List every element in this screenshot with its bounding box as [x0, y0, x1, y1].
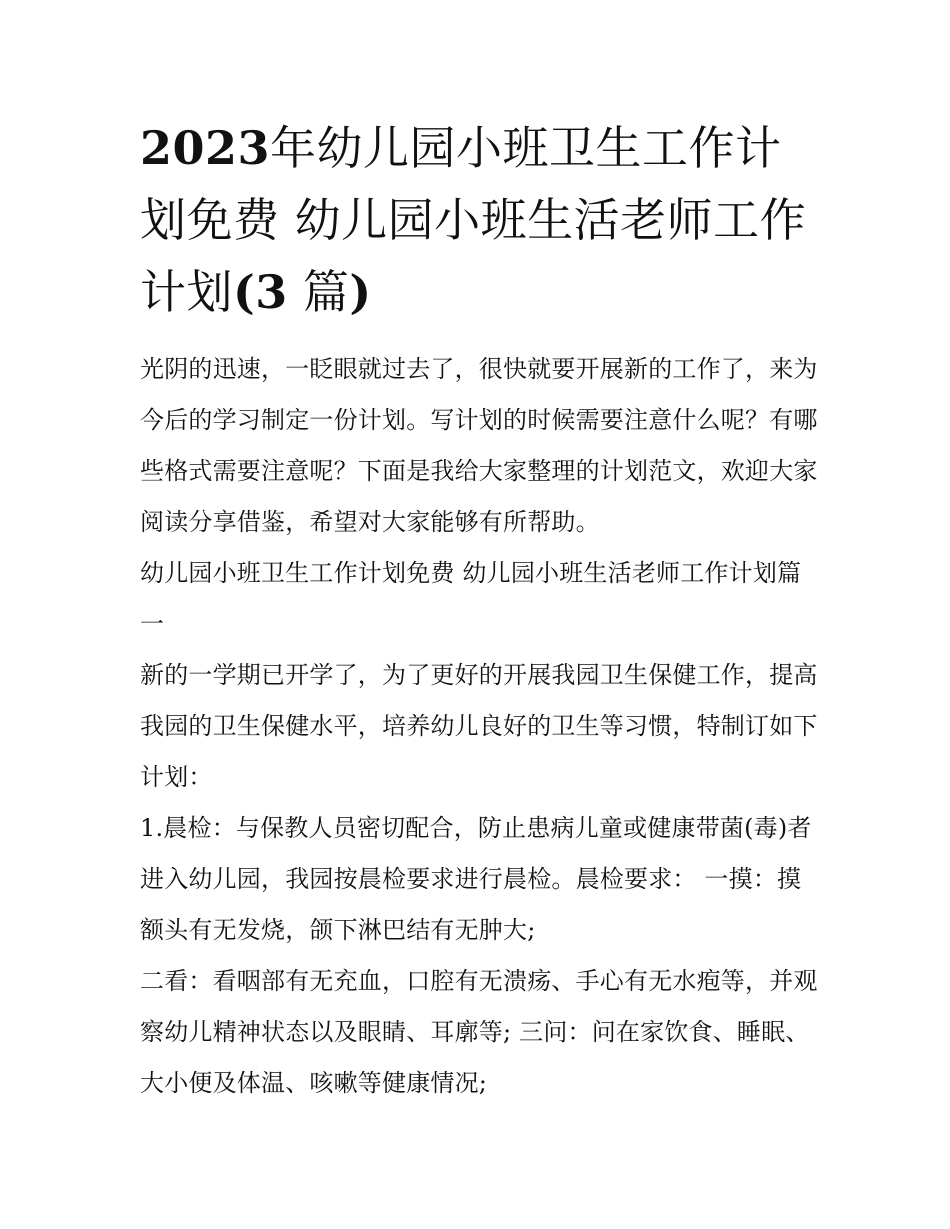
intro-paragraph: 光阴的迅速，一眨眼就过去了，很快就要开展新的工作了，来为今后的学习制定一份计划。写计划的时候需要注意什么呢？有哪些格式需要注意呢？下面是我给大家整理的计划范文，欢迎大家阅读分享借鉴，希望对大家能够有所帮助。 — [140, 355, 818, 536]
title-count-open: (3 — [233, 265, 288, 319]
title-year: 2023 — [140, 121, 271, 175]
title-text: 年幼儿园小班卫生工作计划免费 幼儿园小班生活老师工作计划 — [140, 121, 807, 319]
document-title — [140, 112, 820, 328]
section-heading: 幼儿园小班卫生工作计划免费 幼儿园小班生活老师工作计划篇一 — [140, 559, 802, 638]
body-paragraph-3: 二看：看咽部有无充血，口腔有无溃疡、手心有无水疱等，并观察幼儿精神状态以及眼睛、耳廓等; 三问：问在家饮食、睡眠、大小便及体温、咳嗽等健康情况; — [140, 967, 818, 1097]
title-count-unit: 篇 — [287, 265, 350, 319]
body-paragraph-1: 新的一学期已开学了，为了更好的开展我园卫生保健工作，提高我园的卫生保健水平，培养幼儿良好的卫生等习惯，特制订如下计划： — [140, 661, 818, 791]
document-page — [140, 112, 820, 1109]
body-paragraph-2: 1.晨检：与保教人员密切配合，防止患病儿童或健康带菌(毒)者进入幼儿园，我园按晨检要求进行晨检。晨检要求： 一摸：摸额头有无发烧，颌下淋巴结有无肿大; — [140, 814, 812, 944]
title-count-close: ) — [349, 265, 372, 319]
